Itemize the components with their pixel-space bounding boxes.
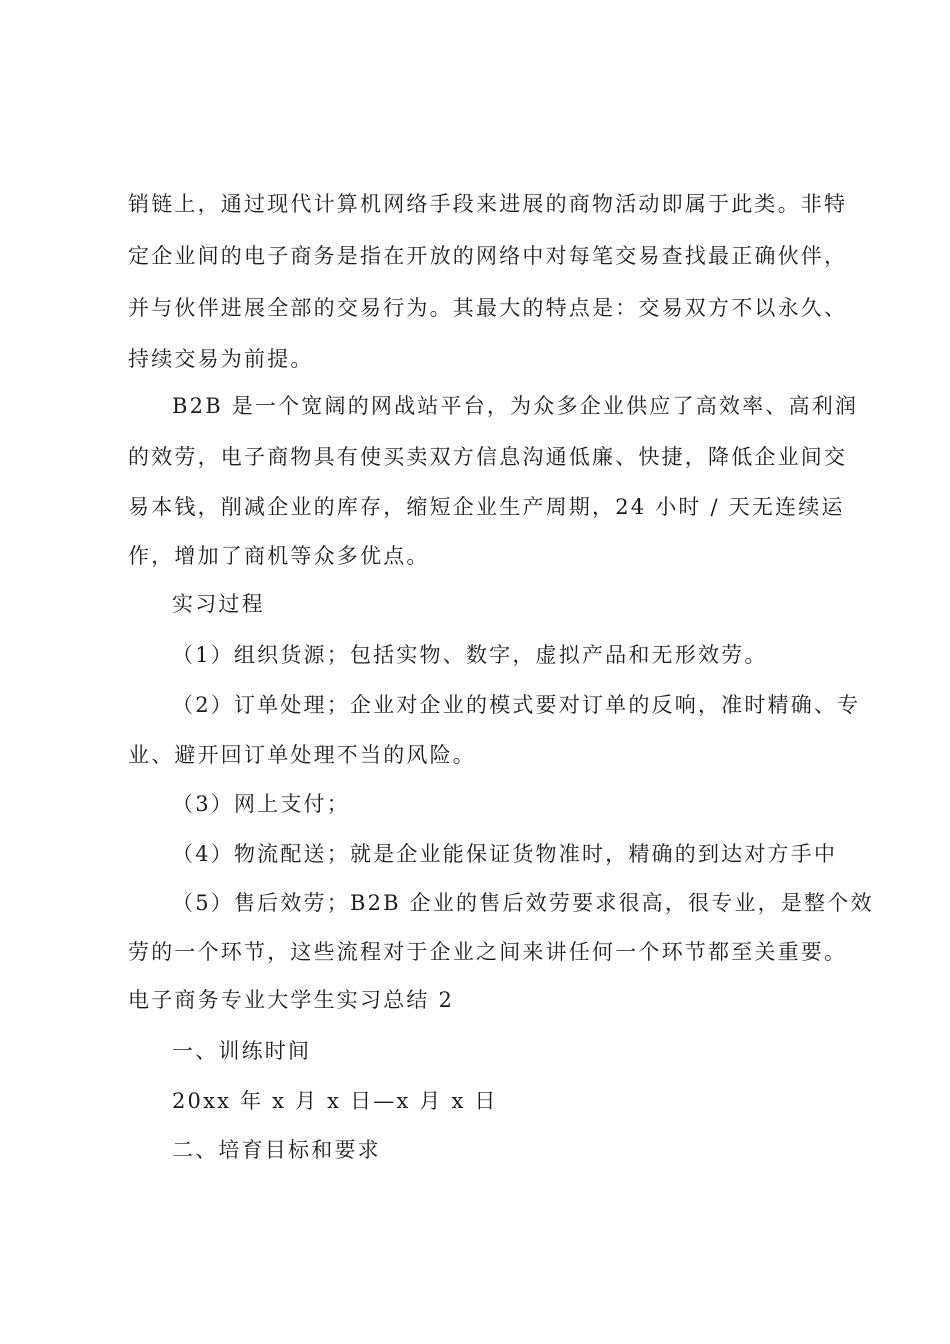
section-heading: 一、训练时间 bbox=[172, 1039, 312, 1063]
paragraph-line: 作，增加了商机等众多优点。 bbox=[128, 544, 430, 568]
list-item: （3）网上支付； bbox=[172, 792, 350, 816]
list-item: （2）订单处理；企业对企业的模式要对订单的反响，准时精确、专 bbox=[172, 693, 861, 717]
document-title: 电子商务专业大学生实习总结 2 bbox=[128, 988, 455, 1012]
list-item: （1）组织货源；包括实物、数字，虚拟产品和无形效劳。 bbox=[172, 643, 768, 667]
paragraph-line: 业、避开回订单处理不当的风险。 bbox=[128, 743, 476, 767]
date-range: 20xx 年 x 月 x 日—x 月 x 日 bbox=[172, 1089, 498, 1113]
paragraph-line: 易本钱，削减企业的库存，缩短企业生产周期，24 小时 / 天无连续运 bbox=[128, 495, 845, 519]
list-item: （5）售后效劳；B2B 企业的售后效劳要求很高，很专业，是整个效 bbox=[172, 891, 874, 915]
paragraph-line: 销链上，通过现代计算机网络手段来进展的商物活动即属于此类。非特 bbox=[128, 192, 848, 216]
section-heading: 实习过程 bbox=[172, 592, 265, 616]
paragraph-line: 并与伙伴进展全部的交易行为。其最大的特点是：交易双方不以永久、 bbox=[128, 296, 848, 320]
paragraph-line: B2B 是一个宽阔的网战站平台，为众多企业供应了高效率、高利润 bbox=[172, 394, 859, 418]
section-heading: 二、培育目标和要求 bbox=[172, 1138, 381, 1162]
paragraph-line: 劳的一个环节，这些流程对于企业之间来讲任何一个环节都至关重要。 bbox=[128, 940, 848, 964]
list-item: （4）物流配送；就是企业能保证货物准时，精确的到达对方手中 bbox=[172, 842, 838, 866]
paragraph-line: 定企业间的电子商务是指在开放的网络中对每笔交易查找最正确伙伴， bbox=[128, 244, 848, 268]
paragraph-line: 的效劳，电子商物具有使买卖双方信息沟通低廉、快捷，降低企业间交 bbox=[128, 445, 848, 469]
paragraph-line: 持续交易为前提。 bbox=[128, 347, 314, 371]
